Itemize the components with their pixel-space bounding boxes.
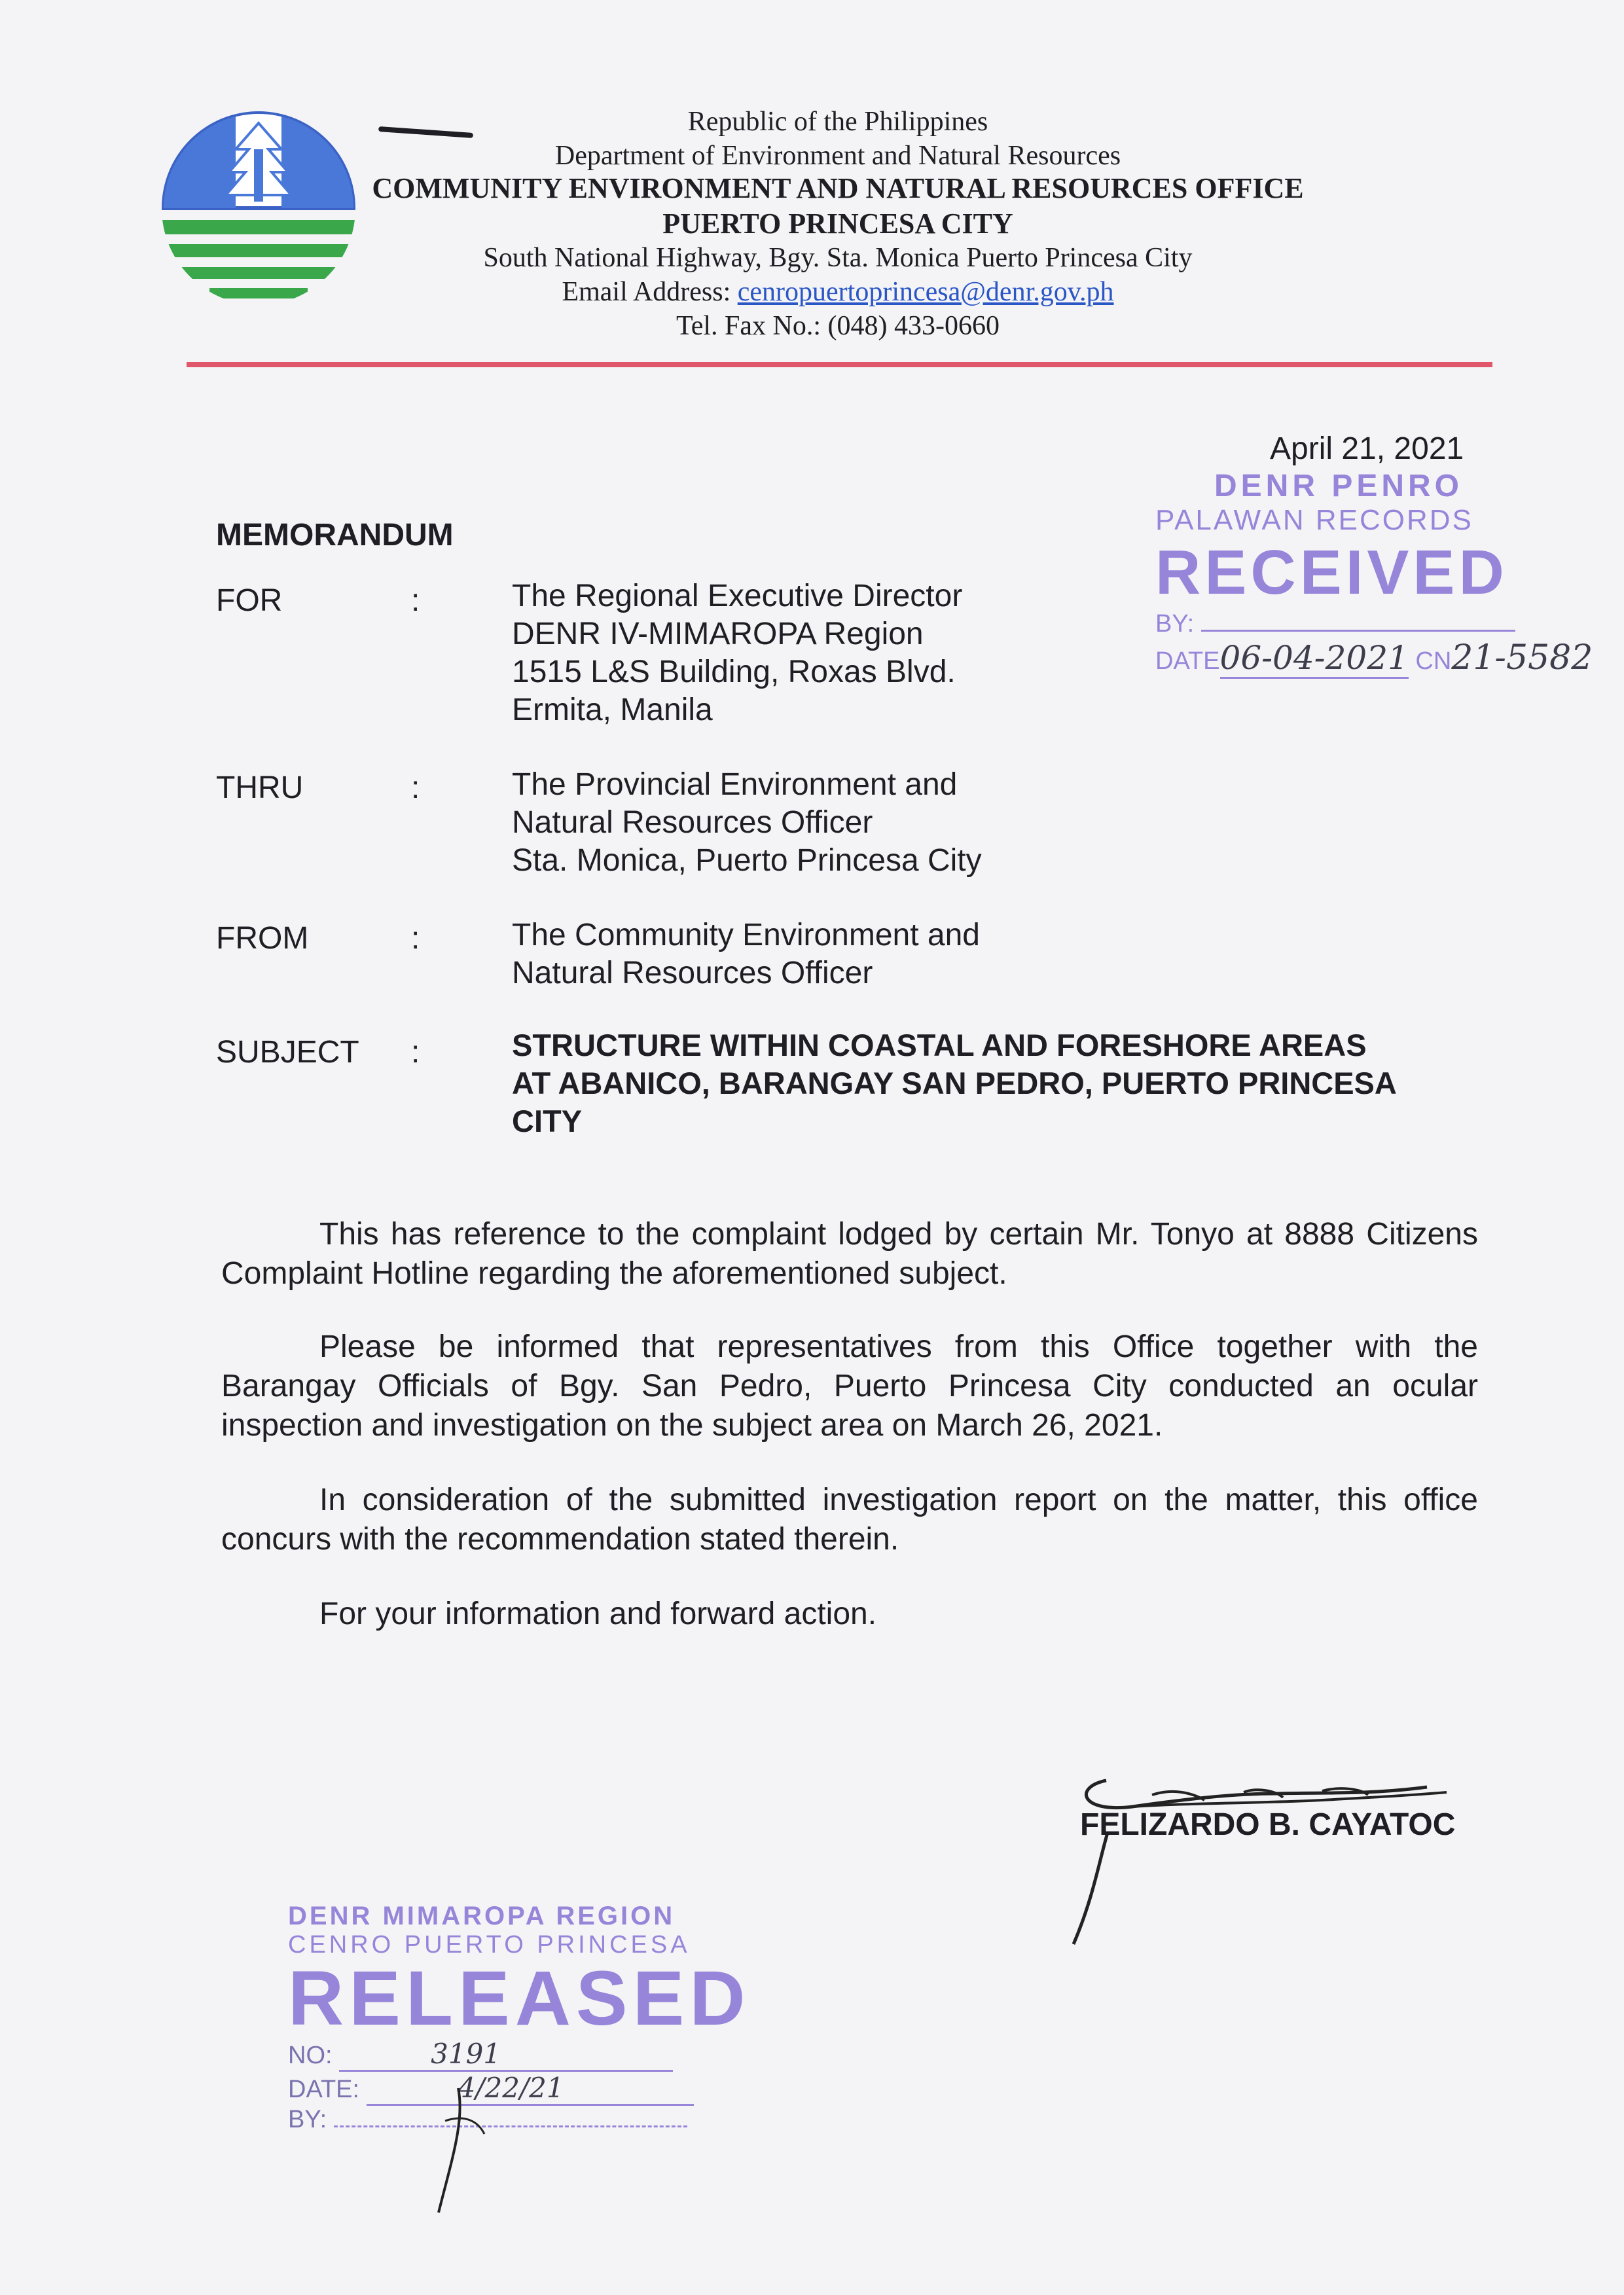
for-line: DENR IV-MIMAROPA Region bbox=[512, 617, 924, 651]
memo-date: April 21, 2021 bbox=[1270, 431, 1464, 466]
email-label: Email Address: bbox=[562, 277, 738, 307]
released-by-label: BY: bbox=[288, 2106, 327, 2133]
released-stamp-line1: DENR MIMAROPA REGION bbox=[288, 1902, 676, 1930]
thru-colon: : bbox=[411, 770, 420, 805]
body-paragraph-3-text: In consideration of the submitted investigation report on the matter, this office concurs with the recommendation stated therein. bbox=[221, 1483, 1478, 1557]
from-line: Natural Resources Officer bbox=[512, 956, 873, 990]
body-paragraph-2-text: Please be informed that representatives from this Office together with the Barangay Officials of Bgy. San Pedro, Puerto Princesa City conducted an ocular inspection and investigation on the subject area on March 26, 2021. bbox=[221, 1329, 1478, 1443]
released-stamp-title: RELEASED bbox=[288, 1955, 751, 2042]
for-colon: : bbox=[411, 583, 420, 618]
released-stamp-no bbox=[288, 2038, 707, 2072]
received-stamp-by bbox=[1155, 610, 1522, 638]
body-paragraph-1-text: This has reference to the complaint lodged by certain Mr. Tonyo at 8888 Citizens Complaint Hotline regarding the aforementioned subject. bbox=[221, 1217, 1478, 1291]
released-stamp bbox=[288, 1902, 751, 2134]
received-date-value: 06-04-2021 bbox=[1220, 639, 1409, 679]
released-no-label: NO: bbox=[288, 2042, 333, 2069]
for-line: 1515 L&S Building, Roxas Blvd. bbox=[512, 655, 956, 689]
subject-colon: : bbox=[411, 1035, 420, 1070]
received-cn-label: CN bbox=[1415, 647, 1452, 675]
received-by-label: BY: bbox=[1155, 610, 1195, 638]
signature-mark bbox=[1060, 1754, 1519, 1951]
received-stamp bbox=[1155, 468, 1593, 678]
for-line: Ermita, Manila bbox=[512, 693, 713, 727]
thru-line: Sta. Monica, Puerto Princesa City bbox=[512, 843, 982, 878]
signatory-name: FELIZARDO B. CAYATOC bbox=[1080, 1807, 1456, 1842]
released-date-label: DATE: bbox=[288, 2076, 360, 2103]
released-no-value: 3191 bbox=[431, 2038, 501, 2070]
from-line: The Community Environment and bbox=[512, 918, 980, 952]
letterhead-office: COMMUNITY ENVIRONMENT AND NATURAL RESOURCES OFFICE bbox=[372, 172, 1304, 204]
letterhead-republic: Republic of the Philippines bbox=[687, 107, 988, 137]
subject-text bbox=[512, 1026, 1397, 1140]
letterhead-tel: Tel. Fax No.: (048) 433-0660 bbox=[676, 311, 1000, 341]
from-sender bbox=[512, 916, 980, 992]
released-date-value: 4/22/21 bbox=[458, 2072, 564, 2104]
body-paragraph-2 bbox=[221, 1328, 1478, 1445]
memo-title: MEMORANDUM bbox=[216, 518, 454, 552]
body-paragraph-4 bbox=[221, 1595, 1478, 1634]
letterhead-email-line bbox=[0, 275, 1624, 309]
released-stamp-line2: CENRO PUERTO PRINCESA bbox=[288, 1931, 691, 1959]
received-date-label: DATE bbox=[1155, 647, 1220, 675]
from-label: FROM bbox=[216, 921, 309, 956]
letterhead-department: Department of Environment and Natural Resources bbox=[554, 141, 1121, 171]
letterhead-city: PUERTO PRINCESA CITY bbox=[662, 208, 1013, 240]
received-stamp-title: RECEIVED bbox=[1155, 537, 1508, 607]
received-stamp-date bbox=[1155, 638, 1593, 678]
released-stamp-date bbox=[288, 2072, 707, 2106]
subject-label: SUBJECT bbox=[216, 1035, 359, 1070]
subject-line: CITY bbox=[512, 1104, 583, 1138]
for-recipient bbox=[512, 577, 962, 729]
released-signature-mark bbox=[419, 2082, 497, 2226]
released-stamp-by bbox=[288, 2106, 707, 2134]
thru-line: Natural Resources Officer bbox=[512, 805, 873, 840]
thru-label: THRU bbox=[216, 770, 304, 805]
body-paragraph-4-text: For your information and forward action. bbox=[319, 1597, 877, 1631]
subject-line: STRUCTURE WITHIN COASTAL AND FORESHORE AREAS bbox=[512, 1028, 1367, 1062]
body-paragraph-1 bbox=[221, 1215, 1478, 1293]
for-label: FOR bbox=[216, 583, 283, 618]
from-colon: : bbox=[411, 921, 420, 956]
subject-line: AT ABANICO, BARANGAY SAN PEDRO, PUERTO PRINCESA bbox=[512, 1066, 1397, 1100]
for-line: The Regional Executive Director bbox=[512, 579, 963, 613]
received-stamp-line2: PALAWAN RECORDS bbox=[1155, 504, 1473, 536]
thru-recipient bbox=[512, 766, 982, 880]
thru-line: The Provincial Environment and bbox=[512, 767, 958, 802]
body-paragraph-3 bbox=[221, 1481, 1478, 1559]
letterhead-rule bbox=[187, 362, 1492, 367]
letterhead-address: South National Highway, Bgy. Sta. Monica Puerto Princesa City bbox=[483, 243, 1193, 273]
received-stamp-line1: DENR PENRO bbox=[1214, 469, 1464, 503]
email-link[interactable]: cenropuertoprincesa@denr.gov.ph bbox=[737, 277, 1114, 307]
received-cn-value: 21-5582 bbox=[1451, 638, 1593, 678]
